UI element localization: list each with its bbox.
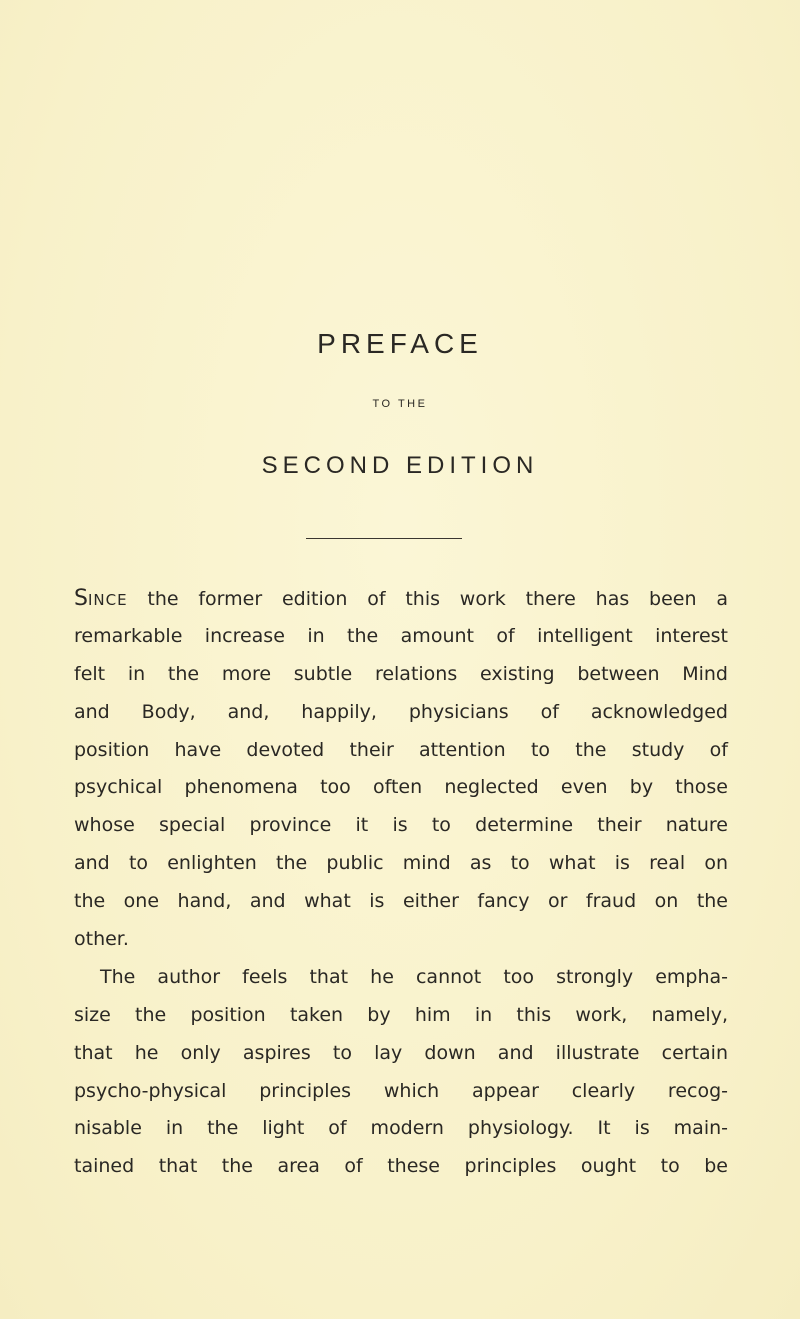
- text-line: felt in the more subtle relations existing between Mind: [74, 662, 728, 685]
- small-caps-word: INCE: [87, 591, 128, 609]
- text-line: the one hand, and what is either fancy or fraud on the: [74, 890, 728, 913]
- edition-heading: SECOND EDITION: [261, 452, 539, 479]
- preface-body: [74, 580, 728, 1186]
- text-line: The author feels that he cannot too strongly empha-: [100, 965, 728, 988]
- text-line: other.: [74, 928, 129, 951]
- text-line: and to enlighten the public mind as to what is real on: [74, 852, 728, 875]
- drop-initial: S: [74, 586, 88, 611]
- page-subtitle: TO THE: [372, 398, 428, 410]
- text-line: psychical phenomena too often neglected even by those: [74, 776, 728, 799]
- text-line: tained that the area of these principles ought to be: [74, 1155, 728, 1178]
- page-title: PREFACE: [317, 328, 483, 359]
- text-line: and Body, and, happily, physicians of acknowledged: [74, 700, 728, 723]
- text-line: nisable in the light of modern physiology. It is main-: [74, 1117, 728, 1140]
- text-line: psycho-physical principles which appear clearly recog-: [74, 1079, 728, 1102]
- divider-rule: [306, 538, 462, 539]
- text-line: position have devoted their attention to the study of: [74, 738, 728, 761]
- text-line: that he only aspires to lay down and illustrate certain: [74, 1041, 728, 1064]
- text-line: remarkable increase in the amount of intelligent interest: [74, 624, 728, 647]
- text-line: size the position taken by him in this work, namely,: [74, 1003, 728, 1026]
- text-line: [74, 580, 728, 618]
- text-line: whose special province it is to determine their nature: [74, 814, 728, 837]
- text-line-content: the former edition of this work there has been a: [127, 588, 728, 610]
